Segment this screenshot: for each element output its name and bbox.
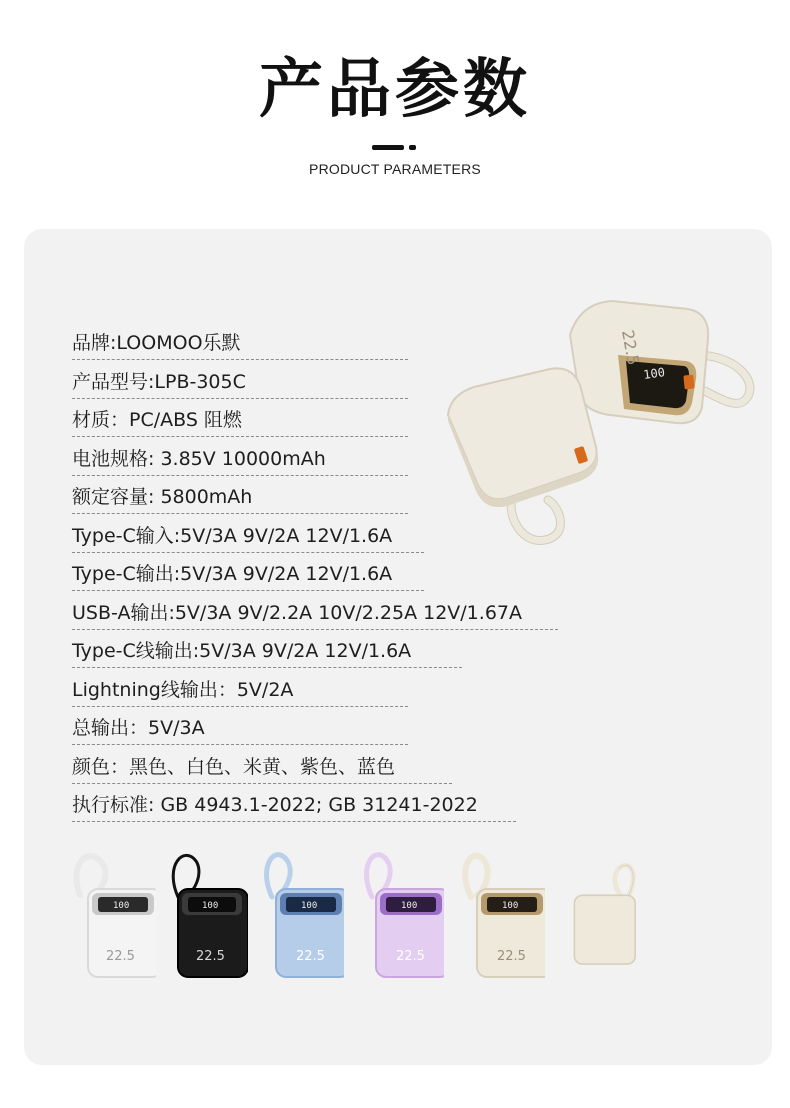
spec-divider — [72, 359, 408, 360]
spec-divider — [72, 629, 558, 630]
spec-brand: 品牌:LOOMOO乐默 — [72, 332, 241, 354]
spec-divider — [72, 783, 452, 784]
spec-typec-input: Type-C输入:5V/3A 9V/2A 12V/1.6A — [72, 525, 393, 547]
spec-divider — [72, 667, 462, 668]
spec-divider — [72, 706, 408, 707]
spec-divider — [72, 513, 408, 514]
title-divider-dot — [409, 145, 416, 150]
svg-text:100: 100 — [202, 901, 219, 911]
spec-model: 产品型号:LPB-305C — [72, 371, 246, 393]
svg-text:100: 100 — [113, 901, 130, 911]
svg-text:22.5: 22.5 — [106, 949, 135, 964]
variant-blue — [256, 845, 344, 980]
spec-divider — [72, 552, 424, 553]
spec-battery: 电池规格: 3.85V 10000mAh — [72, 448, 326, 470]
svg-text:100: 100 — [301, 901, 318, 911]
spec-material: 材质：PC/ABS 阻燃 — [72, 409, 242, 431]
spec-divider — [72, 398, 408, 399]
spec-divider — [72, 475, 408, 476]
svg-text:22.5: 22.5 — [296, 949, 325, 964]
variant-beige-back — [560, 845, 648, 980]
variant-purple — [356, 845, 444, 980]
spec-standard: 执行标准: GB 4943.1-2022; GB 31241-2022 — [72, 794, 478, 816]
power-bank-standing — [570, 301, 708, 423]
power-bank-hero-image — [440, 295, 770, 555]
svg-text:22.5: 22.5 — [196, 949, 225, 964]
title-divider — [372, 145, 404, 150]
svg-text:100: 100 — [502, 901, 519, 911]
spec-divider — [72, 744, 408, 745]
spec-total-output: 总输出：5V/3A — [72, 717, 205, 739]
spec-divider — [72, 821, 516, 822]
spec-divider — [72, 436, 408, 437]
spec-usba-output: USB-A输出:5V/3A 9V/2.2A 10V/2.25A 12V/1.67A — [72, 602, 522, 624]
spec-lightning-output: Lightning线输出：5V/2A — [72, 679, 294, 701]
spec-typec-output: Type-C输出:5V/3A 9V/2A 12V/1.6A — [72, 563, 393, 585]
hero-power-badge: 22.5 — [618, 328, 643, 367]
power-bank-lying — [448, 368, 598, 507]
spec-colors: 颜色：黑色、白色、米黄、紫色、蓝色 — [72, 756, 396, 778]
variant-white — [68, 845, 156, 980]
svg-text:22.5: 22.5 — [497, 949, 526, 964]
svg-text:100: 100 — [401, 901, 418, 911]
variant-black — [160, 845, 248, 980]
page-subtitle: PRODUCT PARAMETERS — [309, 161, 481, 177]
hero-display-value: 100 — [642, 365, 666, 382]
svg-text:22.5: 22.5 — [396, 949, 425, 964]
variant-beige — [457, 845, 545, 980]
spec-typec-cable-output: Type-C线输出:5V/3A 9V/2A 12V/1.6A — [72, 640, 412, 662]
spec-capacity: 额定容量: 5800mAh — [72, 486, 253, 508]
page-title: 产品参数 — [259, 53, 531, 127]
spec-divider — [72, 590, 424, 591]
